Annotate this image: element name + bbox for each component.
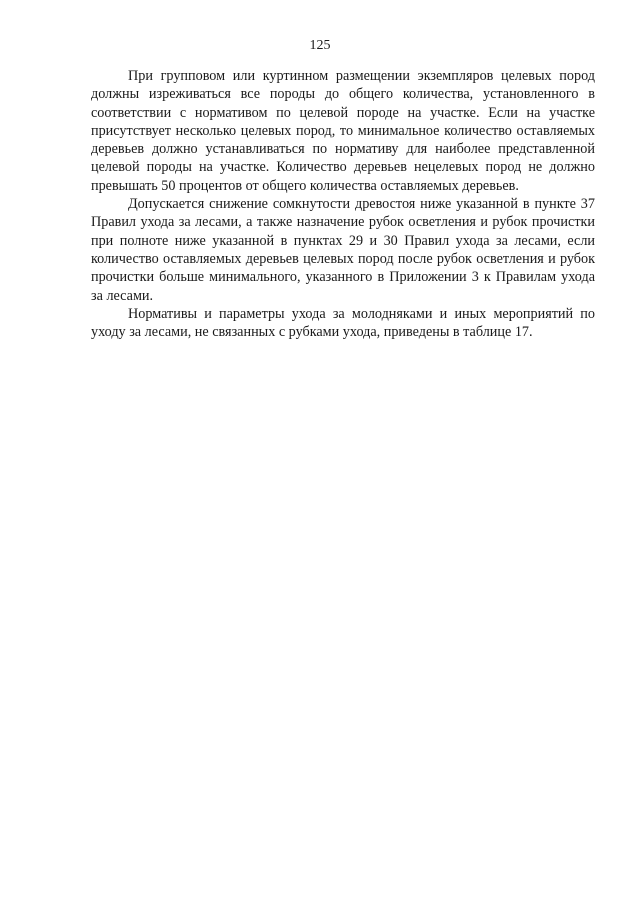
page-number: 125 <box>309 38 331 53</box>
document-body <box>91 67 595 341</box>
paragraph-group-thinning: При групповом или куртинном размещении экземпляров целевых пород должны изреживаться все породы до общего количества, установленного в соответствии с нормативом по целевой породе на участке. Если на участке присутствует несколько целевых пород, то минимальное количество оставляемых деревьев должно устанавливаться по нормативу для наиболее представленной целевой породы на участке. Количество деревьев нецелевых пород не должно превышать 50 процентов от общего количества оставляемых деревьев. <box>91 68 595 194</box>
paragraph-standards-reference: Нормативы и параметры ухода за молодняками и иных мероприятий по уходу за лесами, не связанных с рубками ухода, приведены в таблице 17. <box>91 305 595 341</box>
paragraph-canopy-reduction: Допускается снижение сомкнутости древостоя ниже указанной в пункте 37 Правил ухода за лесами, а также назначение рубок осветления и рубок прочистки при полноте ниже указанной в пунктах 29 и 30 Правил ухода за лесами, если количество оставляемых деревьев целевых пород после рубок осветления и рубок прочистки больше минимального, указанного в Приложении 3 к Правилам ухода за лесами. <box>91 196 595 304</box>
